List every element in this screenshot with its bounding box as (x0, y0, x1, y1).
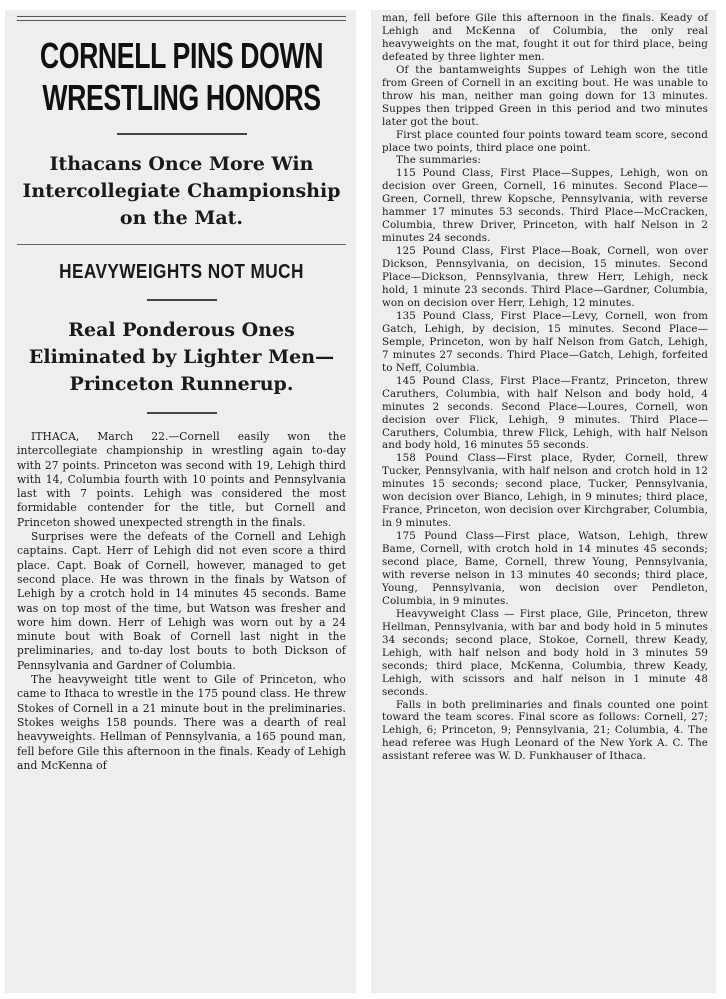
deck-2: HEAVYWEIGHTS NOT MUCH (59, 261, 304, 283)
deck-3-rule (147, 412, 217, 414)
headline (15, 35, 347, 119)
paragraph: The heavyweight title went to Gile of Princeton, who came to Ithaca to wrestle in the 175 pound class. He threw Stokes of Cornell in a 21 minute bout in the preliminaries. Stokes weighs 158 pounds. There was a dearth of real heavyweights. Hellman of Pennsylvania, a 165 pound man, fell before Gile this afternoon in the finals. Keady of Lehigh and McKenna of (17, 673, 346, 772)
summary-158: 158 Pound Class—First place, Ryder, Cornell, threw Tucker, Pennsylvania, with half nelson and crotch hold in 12 minutes 15 seconds; second place, Tucker, Pennsylvania, won decision over Bianco, Lehigh, in 9 minutes; third place, France, Princeton, won decision over Kirchgraber, Columbia, in 9 minutes. (382, 452, 708, 530)
deck-2-rule (147, 299, 217, 301)
summary-heavyweight: Heavyweight Class — First place, Gile, Princeton, threw Hellman, Pennsylvania, with bar and body hold in 5 minutes 34 seconds; second place, Stokoe, Cornell, threw Keady, Lehigh, with half nelson and body hold in 3 minutes 59 seconds; third place, McKenna, Columbia, threw Keady, Lehigh, with scissors and half nelson in 1 minute 48 seconds. (382, 607, 708, 698)
paragraph: Surprises were the defeats of the Cornell and Lehigh captains. Capt. Herr of Lehigh did not even score a third place. Capt. Boak of Cornell, however, managed to get second place. He was thrown in the finals by Watson of Lehigh by a crotch hold in 14 minutes 45 seconds. Bame was on top most of the time, but Watson was fresher and wore him down. Herr of Lehigh was worn out by a 24 minute bout with Boak of Cornell last night in the preliminaries, and to-day lost bouts to both Dickson of Pennsylvania and Gardner of Columbia. (17, 530, 346, 672)
paragraph: ITHACA, March 22.—Cornell easily won the intercollegiate championship in wrestling again to-day with 27 points. Princeton was second with 19, Lehigh third with 14, Columbia fourth with 10 points and Pennsylvania last with 7 points. Lehigh was considered the most formidable contender for the title, but Cornell and Princeton showed unexpected strength in the finals. (17, 430, 346, 529)
headline-line-1: CORNELL PINS DOWN (39, 35, 324, 76)
paragraph: Of the bantamweights Suppes of Lehigh won the title from Green of Cornell in an exciting bout. He was unable to throw his man, neither man going down for 13 minutes. Suppes then tripped Green in this period and two minutes later got the bout. (382, 63, 708, 128)
deck-rule (17, 244, 346, 245)
paragraph: man, fell before Gile this afternoon in the finals. Keady of Lehigh and McKenna of Columbia, the only real heavyweights on the mat, fought it out for third place, being defeated by three lighter men. (382, 12, 708, 63)
article-body-left (17, 430, 346, 773)
deck-1: Ithacans Once More Win Intercollegiate Championship on the Mat. (22, 153, 341, 229)
summary-135: 135 Pound Class, First Place—Levy, Cornell, won from Gatch, Lehigh, by decision, 15 minutes. Second Place—Semple, Princeton, won by half Nelson from Gatch, Lehigh, 7 minutes 27 seconds. Third Place—Gatch, Lehigh, forfeited to Neff, Columbia. (382, 309, 708, 374)
headline-line-2: WRESTLING HONORS (42, 77, 321, 118)
summary-145: 145 Pound Class, First Place—Frantz, Princeton, threw Caruthers, Columbia, with half Nelson and body hold, 4 minutes 2 seconds. Second Place—Loures, Cornell, won decision over Flick, Lehigh, 9 minutes. Third Place—Caruthers, Columbia, threw Flick, Lehigh, with half Nelson and body hold, 16 minutes 55 seconds. (382, 374, 708, 452)
article-body-right (382, 12, 708, 763)
summary-125: 125 Pound Class, First Place—Boak, Cornell, won over Dickson, Pennsylvania, on decision, 15 minutes. Second Place—Dickson, Pennsylvania, threw Herr, Lehigh, neck hold, 1 minute 23 seconds. Third Place—Gardner, Columbia, won on decision over Herr, Lehigh, 12 minutes. (382, 245, 708, 309)
summaries-label: The summaries: (396, 154, 481, 167)
summary-115: 115 Pound Class, First Place—Suppes, Lehigh, won on decision over Green, Cornell, 16 minutes. Second Place—Green, Cornell, threw Kopsche, Pennsylvania, with reverse hammer 17 minutes 53 seconds. Third Place—McCracken, Columbia, threw Driver, Princeton, with half Nelson in 2 minutes 24 seconds. (382, 167, 708, 245)
headline-rule (117, 133, 247, 135)
paragraph: First place counted four points toward team score, second place two points, third place one point. (382, 128, 708, 154)
right-column (371, 10, 716, 993)
top-rule (17, 16, 346, 21)
left-column (5, 10, 356, 993)
paragraph: Falls in both preliminaries and finals counted one point toward the team scores. Final score as follows: Cornell, 27; Lehigh, 6; Princeton, 9; Pennsylvania, 21; Columbia, 4. The head referee was Hugh Leonard of the New York A. C. The assistant referee was W. D. Funkhauser of Ithaca. (382, 698, 708, 763)
deck-3: Real Ponderous Ones Eliminated by Lighter Men—Princeton Runnerup. (28, 319, 335, 395)
summary-175: 175 Pound Class—First place, Watson, Lehigh, threw Bame, Cornell, with crotch hold in 14 minutes 45 seconds; second place, Bame, Cornell, threw Young, Pennsylvania, with reverse nelson in 13 minutes 40 seconds; third place, Young, Pennsylvania, won decision over Pendleton, Columbia, in 9 minutes. (382, 530, 708, 607)
